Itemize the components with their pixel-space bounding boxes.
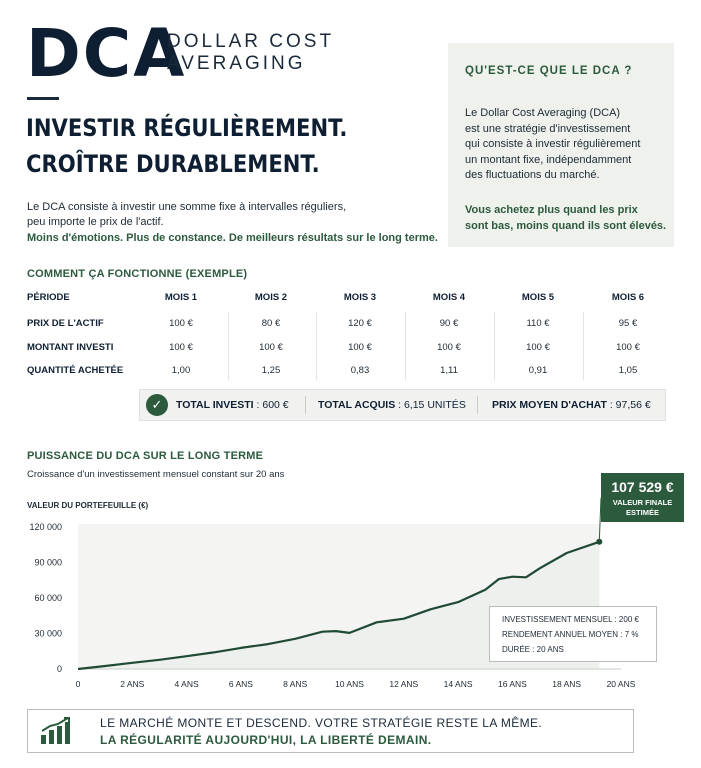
y-tick-label: 90 000 <box>34 557 62 568</box>
final-value-label-line: ESTIMÉE <box>626 508 659 517</box>
footer-line2: LA RÉGULARITÉ AUJOURD'HUI, LA LIBERTÉ DEMAIN. <box>100 733 432 747</box>
x-tick-label: 2 ANS <box>120 679 145 689</box>
footer-line1: LE MARCHÉ MONTE ET DESCEND. VOTRE STRATÉGIE RESTE LA MÊME. <box>100 716 543 730</box>
table-cell: 90 € <box>439 318 459 329</box>
y-tick-label: 120 000 <box>29 522 62 532</box>
logo-subtitle-line1: DOLLAR COST <box>167 31 335 52</box>
total-invested-value: : 600 € <box>256 399 289 411</box>
table-cell: 100 € <box>616 342 640 353</box>
assumption-monthly: INVESTISSEMENT MENSUEL : 200 € <box>502 615 639 624</box>
month-header: MOIS 1 <box>164 292 198 303</box>
x-tick-label: 8 ANS <box>283 679 308 689</box>
y-axis-title: VALEUR DU PORTEFEUILLE (€) <box>27 501 149 510</box>
month-header: MOIS 6 <box>611 292 645 303</box>
definition-highlight-line: Vous achetez plus quand les prix <box>465 204 638 216</box>
intro-strong: Moins d'émotions. Plus de constance. De meilleurs résultats sur le long terme. <box>27 232 438 244</box>
table-cell: 100 € <box>526 342 550 353</box>
x-tick-label: 16 ANS <box>497 679 527 689</box>
y-tick-label: 30 000 <box>34 628 62 639</box>
month-header: MOIS 2 <box>254 292 288 303</box>
definition-line: Le Dollar Cost Averaging (DCA) <box>465 107 621 119</box>
table-cell: 100 € <box>169 318 193 329</box>
table-cell: 1,05 <box>618 365 638 376</box>
table-cell: 1,25 <box>261 365 281 376</box>
total-invested-label: TOTAL INVESTI <box>176 399 254 411</box>
intro-line1: Le DCA consiste à investir une somme fixe à intervalles réguliers, <box>27 201 347 213</box>
example-title: COMMENT ÇA FONCTIONNE (EXEMPLE) <box>27 268 248 280</box>
headline-line1: INVESTIR RÉGULIÈREMENT. <box>26 114 348 142</box>
row-label-price: PRIX DE L'ACTIF <box>27 318 104 329</box>
month-header: MOIS 4 <box>432 292 466 303</box>
x-tick-label: 10 ANS <box>335 679 364 689</box>
table-cell: 1,00 <box>171 365 191 376</box>
x-tick-label: 0 <box>75 679 81 689</box>
final-value-label-line: VALEUR FINALE <box>612 498 673 507</box>
footer-banner <box>27 709 634 753</box>
table-cell: 110 € <box>526 318 550 329</box>
y-tick-label: 60 000 <box>34 593 62 603</box>
check-icon: ✓ <box>146 394 168 416</box>
total-acquired-label: TOTAL ACQUIS <box>318 399 396 411</box>
definition-title: QU'EST-CE QUE LE DCA ? <box>465 65 633 77</box>
average-price-label: PRIX MOYEN D'ACHAT <box>492 399 607 411</box>
table-cell: 120 € <box>348 318 372 329</box>
average-price-value: : 97,56 € <box>609 399 651 411</box>
growth-bars-icon <box>40 717 72 745</box>
period-label: PÉRIODE <box>27 292 70 303</box>
y-tick-label: 0 <box>56 664 62 674</box>
table-cell: 80 € <box>261 318 281 329</box>
x-tick-label: 14 ANS <box>443 679 473 689</box>
x-tick-label: 4 ANS <box>174 679 199 689</box>
table-cell: 95 € <box>618 318 638 329</box>
assumption-duration: DURÉE : 20 ANS <box>502 645 564 654</box>
definition-line: qui consiste à investir régulièrement <box>465 138 641 150</box>
logo-subtitle-line2: AVERAGING <box>167 53 306 74</box>
final-value: 107 529 € <box>611 479 674 495</box>
table-cell: 100 € <box>437 342 461 353</box>
x-tick-label: 18 ANS <box>552 679 582 689</box>
table-cell: 100 € <box>348 342 372 353</box>
table-cell: 100 € <box>259 342 283 353</box>
table-cell: 0,91 <box>528 365 548 376</box>
table-cell: 1,11 <box>440 365 458 376</box>
x-tick-label: 6 ANS <box>228 679 253 689</box>
dca-logo: DCA <box>26 15 187 92</box>
row-label-quantity: QUANTITÉ ACHETÉE <box>27 365 124 376</box>
x-tick-label: 20 ANS <box>606 679 636 689</box>
definition-highlight-line: sont bas, moins quand ils sont élevés. <box>465 219 667 232</box>
growth-title: PUISSANCE DU DCA SUR LE LONG TERME <box>27 450 264 462</box>
month-header: MOIS 3 <box>343 292 377 303</box>
assumption-return: RENDEMENT ANNUEL MOYEN : 7 % <box>502 630 639 639</box>
headline-line2: CROÎTRE DURABLEMENT. <box>26 150 320 178</box>
x-tick-label: 12 ANS <box>389 679 419 689</box>
definition-line: un montant fixe, indépendamment <box>465 153 632 166</box>
final-value-badge <box>601 473 684 522</box>
final-value-label <box>601 498 684 518</box>
month-header: MOIS 5 <box>521 292 555 303</box>
assumptions-box <box>489 606 657 662</box>
row-label-amount: MONTANT INVESTI <box>27 342 114 353</box>
definition-line: est une stratégie d'investissement <box>465 122 631 135</box>
total-acquired-value: : 6,15 UNITÉS <box>398 399 466 411</box>
definition-line: des fluctuations du marché. <box>465 169 600 181</box>
intro-line2: peu importe le prix de l'actif. <box>27 216 164 228</box>
table-cell: 0,83 <box>350 365 370 376</box>
growth-subtitle: Croissance d'un investissement mensuel constant sur 20 ans <box>27 469 285 480</box>
table-cell: 100 € <box>169 342 193 353</box>
